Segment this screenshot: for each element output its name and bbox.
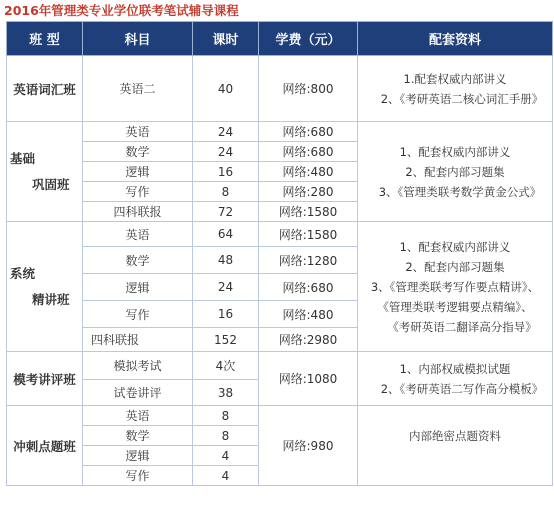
- subject-cell: 模拟考试: [83, 352, 193, 380]
- fee-cell: 网络:480: [259, 301, 358, 328]
- fee-cell: 网络:280: [259, 182, 358, 202]
- page-title: 2016年管理类专业学位联考笔试辅导课程: [4, 3, 239, 18]
- subject-cell: 逻辑: [83, 274, 193, 301]
- materials-line: 1、内部权威模拟试题: [399, 361, 511, 376]
- subject-cell: 四科联报: [83, 202, 193, 222]
- course-table: [6, 21, 553, 486]
- materials-cell: [358, 352, 553, 406]
- hours-cell: 24: [193, 142, 259, 162]
- header-materials: 配套资料: [358, 22, 553, 56]
- subject-cell: 数学: [83, 247, 193, 274]
- table-row: [7, 222, 553, 247]
- hours-cell: 38: [193, 380, 259, 406]
- hours-cell: 64: [193, 222, 259, 247]
- group-name-line: 系统: [10, 265, 36, 281]
- header-hours: 课时: [193, 22, 259, 56]
- table-row: [7, 122, 553, 142]
- fee-cell: 网络:980: [259, 406, 358, 486]
- subject-cell: 逻辑: [83, 446, 193, 466]
- fee-cell: 网络:1080: [259, 352, 358, 406]
- fee-cell: 网络:800: [259, 56, 358, 122]
- subject-cell: 写作: [83, 182, 193, 202]
- hours-cell: 4: [193, 466, 259, 486]
- group-name-line: 巩固班: [32, 176, 70, 192]
- subject-cell: 英语二: [83, 56, 193, 122]
- hours-cell: 4: [193, 446, 259, 466]
- hours-cell: 24: [193, 274, 259, 301]
- subject-cell: 四科联报: [83, 328, 193, 352]
- hours-cell: 16: [193, 162, 259, 182]
- materials-line: 《考研英语二翻译高分指导》: [387, 319, 537, 334]
- materials-line: 2、配套内部习题集: [405, 164, 505, 179]
- hours-cell: 4次: [193, 352, 259, 380]
- hours-cell: 8: [193, 426, 259, 446]
- header-row: [7, 22, 553, 56]
- materials-line: 1、配套权威内部讲义: [399, 239, 511, 254]
- subject-cell: 英语: [83, 122, 193, 142]
- materials-line: 1.配套权威内部讲义: [403, 71, 507, 86]
- materials-line: 2、《考研英语二核心词汇手册》: [380, 91, 544, 106]
- subject-cell: 英语: [83, 222, 193, 247]
- materials-line: 1、配套权威内部讲义: [399, 144, 511, 159]
- group-name-intensive: [7, 222, 83, 352]
- materials-cell: [358, 222, 553, 352]
- group-name-basic: [7, 122, 83, 222]
- fee-cell: 网络:1280: [259, 247, 358, 274]
- fee-cell: 网络:680: [259, 122, 358, 142]
- hours-cell: 8: [193, 182, 259, 202]
- subject-cell: 写作: [83, 301, 193, 328]
- subject-cell: 逻辑: [83, 162, 193, 182]
- materials-line: 2、《考研英语二写作高分模板》: [380, 381, 544, 396]
- fee-cell: 网络:1580: [259, 222, 358, 247]
- hours-cell: 72: [193, 202, 259, 222]
- materials-line: 3、《管理类联考写作要点精讲》、: [370, 279, 540, 294]
- hours-cell: 16: [193, 301, 259, 328]
- subject-cell: 英语: [83, 406, 193, 426]
- group-name-line: 精讲班: [32, 291, 70, 307]
- materials-cell: [358, 406, 553, 486]
- hours-cell: 48: [193, 247, 259, 274]
- subject-cell: 试卷讲评: [83, 380, 193, 406]
- fee-cell: 网络:2980: [259, 328, 358, 352]
- fee-cell: 网络:480: [259, 162, 358, 182]
- header-subject: 科目: [83, 22, 193, 56]
- hours-cell: 8: [193, 406, 259, 426]
- header-type: 班 型: [7, 22, 83, 56]
- subject-cell: 写作: [83, 466, 193, 486]
- table-row: [7, 56, 553, 122]
- subject-cell: 数学: [83, 142, 193, 162]
- hours-cell: 24: [193, 122, 259, 142]
- materials-line: 《管理类联考逻辑要点精编》、: [377, 299, 533, 314]
- group-name-sprint: 冲刺点题班: [7, 406, 83, 486]
- header-fee: 学费（元）: [259, 22, 358, 56]
- group-name-mock: 模考讲评班: [7, 352, 83, 406]
- fee-cell: 网络:1580: [259, 202, 358, 222]
- materials-cell: [358, 56, 553, 122]
- group-name-vocab: 英语词汇班: [7, 56, 83, 122]
- materials-line: 2、配套内部习题集: [405, 259, 505, 274]
- materials-line: 3、《管理类联考数学黄金公式》: [378, 184, 542, 199]
- materials-cell: [358, 122, 553, 222]
- hours-cell: 40: [193, 56, 259, 122]
- hours-cell: 152: [193, 328, 259, 352]
- group-name-line: 基础: [10, 150, 36, 166]
- table-row: [7, 406, 553, 426]
- subject-cell: 数学: [83, 426, 193, 446]
- fee-cell: 网络:680: [259, 274, 358, 301]
- table-row: [7, 352, 553, 380]
- materials-line: 内部绝密点题资料: [409, 429, 501, 443]
- fee-cell: 网络:680: [259, 142, 358, 162]
